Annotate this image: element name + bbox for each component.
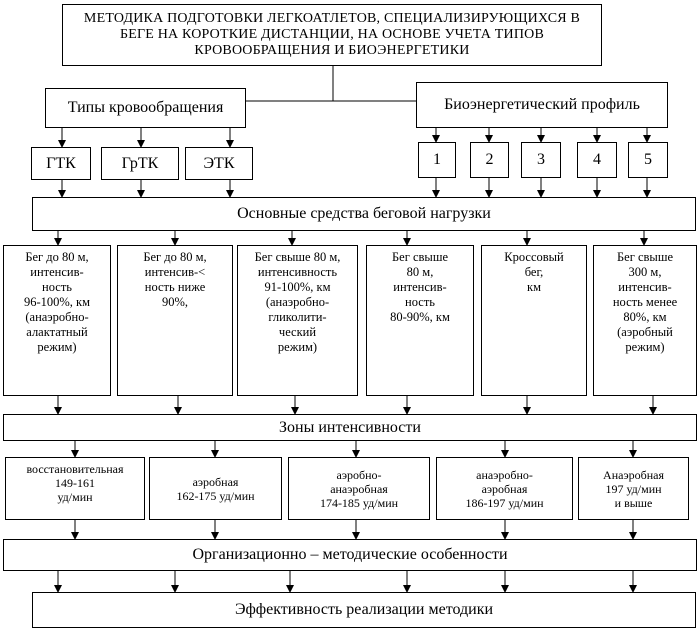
zone-3 bbox=[288, 457, 430, 520]
zone-text: Анаэробная 197 уд/мин и выше bbox=[603, 467, 664, 510]
zone-2 bbox=[149, 457, 282, 520]
run-load-1 bbox=[3, 245, 111, 396]
circulation-type-grtk bbox=[101, 147, 179, 180]
diagram-title-text: МЕТОДИКА ПОДГОТОВКИ ЛЕГКОАТЛЕТОВ, СПЕЦИАЛИЗИРУЮЩИХСЯ В БЕГЕ НА КОРОТКИЕ ДИСТАНЦИИ, НА ОСНОВЕ УЧЕТА ТИПОВ КРОВООБРАЩЕНИЯ И БИОЭНЕРГЕТИКИ bbox=[83, 11, 581, 58]
zone-1 bbox=[5, 457, 145, 520]
efficiency-label: Эффективность реализации методики bbox=[234, 601, 494, 618]
bio-profile-number: 1 bbox=[433, 151, 441, 168]
bio-profile-5 bbox=[628, 142, 668, 178]
efficiency-box bbox=[32, 592, 696, 628]
main-means-label: Основные средства беговой нагрузки bbox=[237, 205, 491, 222]
circulation-type-label: ГТК bbox=[46, 154, 76, 172]
run-load-6 bbox=[593, 245, 697, 396]
zone-text: аэробная 162-175 уд/мин bbox=[176, 474, 255, 503]
run-load-text: Бег свыше 300 м, интенсив- ность менее 80%, км (аэробный режим) bbox=[612, 250, 678, 354]
run-load-5 bbox=[481, 245, 587, 396]
bio-profile-number: 4 bbox=[593, 151, 601, 168]
zone-5 bbox=[578, 457, 689, 520]
bio-profile-number: 5 bbox=[644, 151, 652, 168]
bio-profile-number: 2 bbox=[485, 151, 494, 168]
circulation-type-label: ГрТК bbox=[121, 154, 159, 172]
circulation-type-gtk bbox=[31, 147, 91, 180]
zone-text: восстановительная 149-161 уд/мин bbox=[26, 462, 124, 504]
run-load-3 bbox=[237, 245, 358, 396]
zone-text: анаэробно- аэробная 186-197 уд/мин bbox=[465, 467, 544, 510]
diagram-title bbox=[62, 4, 602, 66]
bio-profile-4 bbox=[577, 142, 617, 178]
main-means-box bbox=[32, 197, 696, 231]
intensity-zones-label: Зоны интенсивности bbox=[279, 418, 421, 436]
bioenergetic-profile-label: Биоэнергетический профиль bbox=[444, 96, 640, 113]
circulation-types-label: Типы кровообращения bbox=[67, 99, 224, 116]
bio-profile-3 bbox=[521, 142, 561, 178]
run-load-text: Кроссовый бег, км bbox=[504, 250, 564, 294]
bio-profile-number: 3 bbox=[537, 151, 545, 168]
zone-4 bbox=[436, 457, 573, 520]
circulation-type-etk bbox=[185, 147, 253, 180]
bioenergetic-profile-box bbox=[416, 82, 668, 128]
org-features-box bbox=[3, 539, 697, 571]
run-load-text: Бег свыше 80 м, интенсивность 91-100%, км (анаэробно- гликолити- ческий режим) bbox=[254, 250, 341, 354]
intensity-zones-box bbox=[3, 414, 697, 441]
run-load-4 bbox=[366, 245, 474, 396]
bio-profile-1 bbox=[418, 142, 456, 178]
circulation-types-box bbox=[45, 88, 246, 128]
zone-text: аэробно- анаэробная 174-185 уд/мин bbox=[319, 467, 399, 510]
bio-profile-2 bbox=[470, 142, 509, 178]
run-load-text: Бег до 80 м, интенсив- ность 96-100%, км (анаэробно- алактатный режим) bbox=[23, 250, 91, 354]
run-load-text: Бег свыше 80 м, интенсив- ность 80-90%, км bbox=[390, 250, 450, 324]
org-features-label: Организационно – методические особенности bbox=[192, 546, 508, 563]
run-load-2 bbox=[117, 245, 233, 396]
run-load-text: Бег до 80 м, интенсив-< ность ниже 90%, bbox=[143, 250, 207, 309]
circulation-type-label: ЭТК bbox=[203, 154, 235, 172]
